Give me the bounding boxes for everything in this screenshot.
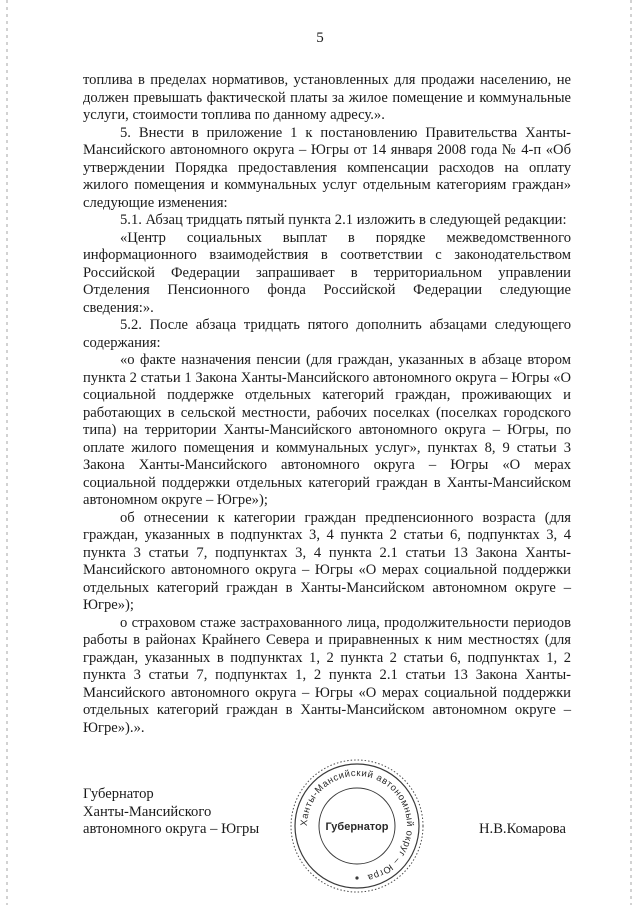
scan-edge-left <box>6 0 8 905</box>
paragraph-pre-pension: об отнесении к категории граждан предпенсионного возраста (для граждан, указанных в подпунктах 3, 4 пункта 2 статьи 6, подпунктах 3, 4 пункта 3 статьи 7, подпунктах 3, 4 пункта 2.1 статьи 13 Закона Ханты-Мансийского автономного округа – Югры «О мерах социальной поддержки отдельных категорий граждан в Ханты-Мансийском автономном округе – Югре»); <box>83 509 571 613</box>
paragraph-item-5-1: 5.1. Абзац тридцать пятый пункта 2.1 изложить в следующей редакции: <box>120 212 567 228</box>
seal-center-text: Губернатор <box>325 821 389 833</box>
signer-name: Н.В.Комарова <box>479 821 566 837</box>
signature-block <box>83 786 259 839</box>
paragraph-continuation: топлива в пределах нормативов, установленных для продажи населению, не должен превышать фактической платы за жилое помещение и коммунальные услуги, стоимости топлива по данному адресу.». <box>83 72 571 123</box>
signature-region-line1: Ханты-Мансийского <box>83 803 212 820</box>
seal-ring-text: Ханты-Мансийский автономный округ – Югра <box>298 767 416 883</box>
scan-edge-right <box>630 0 632 905</box>
signature-title: Губернатор <box>83 786 154 802</box>
paragraph-item-5: 5. Внести в приложение 1 к постановлению Правительства Ханты-Мансийского автономного округа – Югры от 14 января 2008 года № 4-п «Об утверждении Порядка предоставления компенсации расходов на оплату жилого помещения и коммунальных услуг отдельным категориям граждан» следующие изменения: <box>83 124 571 211</box>
document-body <box>83 72 571 737</box>
signature-region-line2: автономного округа – Югры <box>83 821 260 837</box>
paragraph-item-5-2: 5.2. После абзаца тридцать пятого дополнить абзацами следующего содержания: <box>83 317 571 351</box>
official-seal <box>287 756 427 896</box>
page-number: 5 <box>316 30 324 46</box>
paragraph-pension-fact: «о факте назначения пенсии (для граждан, указанных в абзаце втором пункта 2 статьи 1 Закона Ханты-Мансийского автономного округа – Югры «О социальной поддержке отдельных категорий граждан, проживающих и работающих в сельской местности, рабочих поселках (поселках городского типа) на территории Ханты-Мансийского автономного округа – Югры, по оплате жилого помещения и коммунальных услуг», пунктах 8, 9 статьи 3 Закона Ханты-Мансийского автономного округа – Югры «О мерах социальной поддержки отдельных категорий граждан в Ханты-Мансийском автономном округе – Югре»); <box>83 352 571 508</box>
paragraph-quoted-text: «Центр социальных выплат в порядке межведомственного информационного взаимодействия в соответствии с законодательством Российской Федерации запрашивает в территориальном управлении Отделения Пенсионного фонда Российской Федерации следующие сведения:». <box>83 229 571 316</box>
paragraph-insurance-record: о страховом стаже застрахованного лица, продолжительности периодов работы в районах Крайнего Севера и приравненных к ним местностях (для граждан, указанных в подпунктах 1, 2 пункта 2 статьи 6, подпунктах 1, 2 пункта 3 статьи 7, подпунктах 1, 2 пункта 2.1 статьи 13 Закона Ханты-Мансийского автономного округа – Югры «О мерах социальной поддержки отдельных категорий граждан в Ханты-Мансийском автономном округе – Югре»).». <box>83 614 571 736</box>
